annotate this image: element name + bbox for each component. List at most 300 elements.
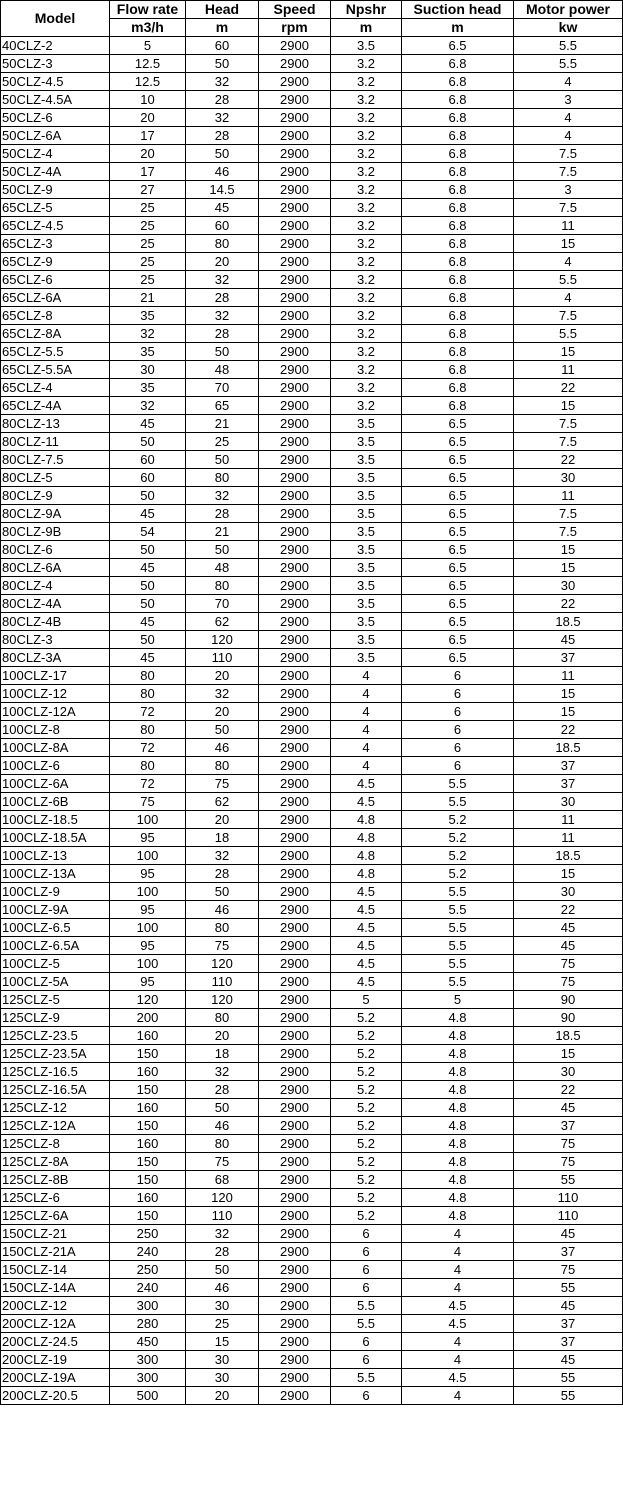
suction-head-cell: 4.5 <box>402 1315 514 1333</box>
flow-rate-cell: 32 <box>110 397 186 415</box>
head-cell: 80 <box>186 469 259 487</box>
table-row <box>1 1135 623 1153</box>
flow-rate-cell: 95 <box>110 865 186 883</box>
npshr-cell: 3.2 <box>331 271 402 289</box>
flow-rate-cell: 80 <box>110 685 186 703</box>
suction-head-cell: 4.8 <box>402 1081 514 1099</box>
npshr-cell: 5.2 <box>331 1009 402 1027</box>
table-row <box>1 415 623 433</box>
suction-head-cell: 6 <box>402 739 514 757</box>
head-cell: 30 <box>186 1369 259 1387</box>
table-row <box>1 307 623 325</box>
npshr-cell: 5.2 <box>331 1081 402 1099</box>
flow-rate-cell: 240 <box>110 1243 186 1261</box>
speed-cell: 2900 <box>259 109 331 127</box>
head-cell: 75 <box>186 775 259 793</box>
table-row <box>1 37 623 55</box>
speed-cell: 2900 <box>259 37 331 55</box>
suction-head-cell: 6.8 <box>402 181 514 199</box>
suction-head-cell: 6.8 <box>402 379 514 397</box>
speed-cell: 2900 <box>259 289 331 307</box>
head-cell: 20 <box>186 1027 259 1045</box>
suction-head-cell: 6.5 <box>402 523 514 541</box>
table-row <box>1 1081 623 1099</box>
npshr-cell: 3.5 <box>331 415 402 433</box>
table-row <box>1 163 623 181</box>
suction-head-cell: 6.5 <box>402 451 514 469</box>
model-cell: 100CLZ-12 <box>1 685 110 703</box>
speed-cell: 2900 <box>259 271 331 289</box>
model-cell: 200CLZ-19A <box>1 1369 110 1387</box>
model-cell: 100CLZ-18.5 <box>1 811 110 829</box>
model-cell: 100CLZ-8A <box>1 739 110 757</box>
speed-cell: 2900 <box>259 595 331 613</box>
motor-power-cell: 11 <box>514 829 623 847</box>
model-cell: 80CLZ-9A <box>1 505 110 523</box>
npshr-cell: 5.5 <box>331 1315 402 1333</box>
suction-head-cell: 5.5 <box>402 955 514 973</box>
table-row <box>1 379 623 397</box>
suction-head-cell: 6.5 <box>402 559 514 577</box>
flow-rate-cell: 32 <box>110 325 186 343</box>
table-row <box>1 559 623 577</box>
motor-power-cell: 37 <box>514 1117 623 1135</box>
flow-rate-cell: 25 <box>110 253 186 271</box>
motor-power-cell: 75 <box>514 1153 623 1171</box>
model-cell: 125CLZ-8B <box>1 1171 110 1189</box>
suction-head-cell: 6 <box>402 721 514 739</box>
head-cell: 50 <box>186 343 259 361</box>
flow-rate-cell: 60 <box>110 469 186 487</box>
head-cell: 46 <box>186 739 259 757</box>
npshr-cell: 5.2 <box>331 1171 402 1189</box>
motor-power-cell: 18.5 <box>514 613 623 631</box>
suction-head-cell: 4.8 <box>402 1135 514 1153</box>
table-row <box>1 703 623 721</box>
suction-head-cell: 4.5 <box>402 1369 514 1387</box>
npshr-cell: 3.2 <box>331 397 402 415</box>
speed-cell: 2900 <box>259 1045 331 1063</box>
table-row <box>1 91 623 109</box>
model-cell: 65CLZ-5.5 <box>1 343 110 361</box>
model-cell: 100CLZ-12A <box>1 703 110 721</box>
motor-power-cell: 37 <box>514 775 623 793</box>
head-cell: 18 <box>186 829 259 847</box>
flow-rate-cell: 17 <box>110 127 186 145</box>
speed-cell: 2900 <box>259 1333 331 1351</box>
table-row <box>1 1117 623 1135</box>
flow-rate-cell: 25 <box>110 235 186 253</box>
head-cell: 48 <box>186 361 259 379</box>
flow-rate-cell: 5 <box>110 37 186 55</box>
npshr-cell: 4 <box>331 703 402 721</box>
flow-rate-cell: 35 <box>110 343 186 361</box>
npshr-cell: 5 <box>331 991 402 1009</box>
suction-head-cell: 6 <box>402 757 514 775</box>
motor-power-unit: kw <box>514 19 623 37</box>
flow-rate-cell: 35 <box>110 379 186 397</box>
npshr-cell: 3.2 <box>331 343 402 361</box>
motor-power-cell: 30 <box>514 1063 623 1081</box>
head-cell: 50 <box>186 883 259 901</box>
flow-rate-cell: 300 <box>110 1351 186 1369</box>
flow-rate-cell: 150 <box>110 1171 186 1189</box>
suction-head-cell: 4.8 <box>402 1063 514 1081</box>
speed-cell: 2900 <box>259 217 331 235</box>
head-cell: 28 <box>186 91 259 109</box>
table-row <box>1 109 623 127</box>
npshr-cell: 3.2 <box>331 109 402 127</box>
motor-power-cell: 37 <box>514 757 623 775</box>
suction-head-cell: 5.5 <box>402 883 514 901</box>
model-cell: 125CLZ-8A <box>1 1153 110 1171</box>
speed-cell: 2900 <box>259 91 331 109</box>
npshr-cell: 3.5 <box>331 613 402 631</box>
flow-rate-cell: 54 <box>110 523 186 541</box>
head-cell: 50 <box>186 1099 259 1117</box>
npshr-cell: 4 <box>331 667 402 685</box>
table-row <box>1 541 623 559</box>
table-row <box>1 271 623 289</box>
model-cell: 65CLZ-8A <box>1 325 110 343</box>
table-row <box>1 883 623 901</box>
head-cell: 32 <box>186 685 259 703</box>
model-cell: 65CLZ-5 <box>1 199 110 217</box>
suction-head-cell: 4.8 <box>402 1117 514 1135</box>
model-cell: 150CLZ-14 <box>1 1261 110 1279</box>
motor-power-cell: 37 <box>514 649 623 667</box>
table-row <box>1 469 623 487</box>
suction-head-cell: 4.8 <box>402 1099 514 1117</box>
suction-head-cell: 6.8 <box>402 127 514 145</box>
speed-cell: 2900 <box>259 685 331 703</box>
flow-rate-cell: 50 <box>110 487 186 505</box>
table-row <box>1 667 623 685</box>
suction-head-cell: 4 <box>402 1243 514 1261</box>
head-cell: 80 <box>186 1135 259 1153</box>
table-row <box>1 1333 623 1351</box>
flow-rate-cell: 50 <box>110 595 186 613</box>
motor-power-cell: 3 <box>514 181 623 199</box>
model-cell: 80CLZ-4A <box>1 595 110 613</box>
suction-head-cell: 6.8 <box>402 361 514 379</box>
head-cell: 28 <box>186 1243 259 1261</box>
flow-rate-cell: 500 <box>110 1387 186 1405</box>
npshr-cell: 6 <box>331 1225 402 1243</box>
suction-head-cell: 6.5 <box>402 433 514 451</box>
speed-cell: 2900 <box>259 397 331 415</box>
motor-power-cell: 7.5 <box>514 145 623 163</box>
head-cell: 65 <box>186 397 259 415</box>
npshr-cell: 4.5 <box>331 937 402 955</box>
flow-rate-cell: 75 <box>110 793 186 811</box>
head-cell: 15 <box>186 1333 259 1351</box>
speed-cell: 2900 <box>259 829 331 847</box>
speed-cell: 2900 <box>259 469 331 487</box>
speed-cell: 2900 <box>259 1009 331 1027</box>
table-row <box>1 1369 623 1387</box>
suction-head-cell: 6.8 <box>402 145 514 163</box>
npshr-cell: 4 <box>331 739 402 757</box>
npshr-cell: 3.2 <box>331 307 402 325</box>
speed-cell: 2900 <box>259 973 331 991</box>
suction-head-column-header: Suction head <box>402 1 514 19</box>
flow-rate-cell: 25 <box>110 199 186 217</box>
head-cell: 70 <box>186 595 259 613</box>
motor-power-cell: 7.5 <box>514 505 623 523</box>
flow-rate-cell: 95 <box>110 829 186 847</box>
head-cell: 32 <box>186 487 259 505</box>
header-row-names <box>1 1 623 19</box>
suction-head-cell: 6.8 <box>402 253 514 271</box>
head-cell: 28 <box>186 325 259 343</box>
speed-cell: 2900 <box>259 433 331 451</box>
speed-cell: 2900 <box>259 757 331 775</box>
npshr-cell: 6 <box>331 1261 402 1279</box>
flow-rate-cell: 150 <box>110 1153 186 1171</box>
head-cell: 50 <box>186 541 259 559</box>
head-cell: 46 <box>186 1117 259 1135</box>
npshr-cell: 5.5 <box>331 1297 402 1315</box>
table-row <box>1 145 623 163</box>
head-cell: 120 <box>186 991 259 1009</box>
speed-cell: 2900 <box>259 793 331 811</box>
npshr-cell: 3.5 <box>331 541 402 559</box>
suction-head-cell: 6.5 <box>402 649 514 667</box>
table-row <box>1 793 623 811</box>
head-column-header: Head <box>186 1 259 19</box>
speed-cell: 2900 <box>259 253 331 271</box>
table-row <box>1 901 623 919</box>
suction-head-cell: 6 <box>402 685 514 703</box>
flow-rate-cell: 72 <box>110 775 186 793</box>
suction-head-cell: 5.5 <box>402 793 514 811</box>
npshr-cell: 6 <box>331 1243 402 1261</box>
model-cell: 100CLZ-6 <box>1 757 110 775</box>
speed-cell: 2900 <box>259 505 331 523</box>
table-row <box>1 487 623 505</box>
table-row <box>1 829 623 847</box>
npshr-column-header: Npshr <box>331 1 402 19</box>
motor-power-cell: 15 <box>514 397 623 415</box>
table-row <box>1 235 623 253</box>
head-cell: 50 <box>186 1261 259 1279</box>
motor-power-cell: 15 <box>514 685 623 703</box>
motor-power-cell: 75 <box>514 955 623 973</box>
suction-head-cell: 6.5 <box>402 37 514 55</box>
motor-power-cell: 110 <box>514 1189 623 1207</box>
motor-power-cell: 37 <box>514 1333 623 1351</box>
suction-head-cell: 5.5 <box>402 901 514 919</box>
motor-power-cell: 3 <box>514 91 623 109</box>
head-cell: 70 <box>186 379 259 397</box>
speed-cell: 2900 <box>259 199 331 217</box>
flow-rate-cell: 150 <box>110 1207 186 1225</box>
flow-rate-cell: 240 <box>110 1279 186 1297</box>
flow-rate-cell: 160 <box>110 1099 186 1117</box>
npshr-cell: 5.2 <box>331 1027 402 1045</box>
motor-power-cell: 22 <box>514 379 623 397</box>
table-row <box>1 199 623 217</box>
flow-rate-cell: 300 <box>110 1369 186 1387</box>
motor-power-cell: 30 <box>514 469 623 487</box>
table-row <box>1 55 623 73</box>
motor-power-cell: 11 <box>514 361 623 379</box>
table-row <box>1 739 623 757</box>
speed-cell: 2900 <box>259 325 331 343</box>
head-cell: 75 <box>186 1153 259 1171</box>
table-row <box>1 397 623 415</box>
motor-power-cell: 45 <box>514 1099 623 1117</box>
speed-cell: 2900 <box>259 775 331 793</box>
npshr-cell: 4.5 <box>331 793 402 811</box>
motor-power-cell: 45 <box>514 631 623 649</box>
speed-cell: 2900 <box>259 1171 331 1189</box>
flow-rate-cell: 100 <box>110 955 186 973</box>
speed-column-header: Speed <box>259 1 331 19</box>
speed-cell: 2900 <box>259 361 331 379</box>
motor-power-cell: 15 <box>514 541 623 559</box>
model-cell: 100CLZ-9A <box>1 901 110 919</box>
head-cell: 62 <box>186 613 259 631</box>
speed-cell: 2900 <box>259 523 331 541</box>
model-cell: 50CLZ-9 <box>1 181 110 199</box>
head-unit: m <box>186 19 259 37</box>
npshr-cell: 3.5 <box>331 559 402 577</box>
npshr-cell: 3.5 <box>331 451 402 469</box>
motor-power-cell: 15 <box>514 235 623 253</box>
model-cell: 200CLZ-19 <box>1 1351 110 1369</box>
npshr-cell: 3.2 <box>331 73 402 91</box>
head-cell: 20 <box>186 667 259 685</box>
npshr-cell: 3.5 <box>331 631 402 649</box>
npshr-cell: 5.5 <box>331 1369 402 1387</box>
speed-cell: 2900 <box>259 127 331 145</box>
speed-cell: 2900 <box>259 1153 331 1171</box>
motor-power-cell: 18.5 <box>514 847 623 865</box>
speed-cell: 2900 <box>259 1261 331 1279</box>
motor-power-cell: 30 <box>514 793 623 811</box>
head-cell: 32 <box>186 1063 259 1081</box>
table-row <box>1 1171 623 1189</box>
model-cell: 50CLZ-3 <box>1 55 110 73</box>
speed-cell: 2900 <box>259 73 331 91</box>
model-cell: 50CLZ-6 <box>1 109 110 127</box>
suction-head-cell: 4 <box>402 1387 514 1405</box>
head-cell: 30 <box>186 1351 259 1369</box>
suction-head-cell: 4.8 <box>402 1027 514 1045</box>
head-cell: 20 <box>186 1387 259 1405</box>
model-cell: 65CLZ-8 <box>1 307 110 325</box>
flow-rate-cell: 45 <box>110 505 186 523</box>
model-cell: 80CLZ-11 <box>1 433 110 451</box>
table-row <box>1 1261 623 1279</box>
npshr-cell: 3.2 <box>331 379 402 397</box>
speed-cell: 2900 <box>259 451 331 469</box>
npshr-cell: 3.5 <box>331 505 402 523</box>
flow-rate-cell: 100 <box>110 847 186 865</box>
npshr-unit: m <box>331 19 402 37</box>
motor-power-cell: 37 <box>514 1243 623 1261</box>
suction-head-cell: 5.2 <box>402 811 514 829</box>
flow-rate-cell: 72 <box>110 739 186 757</box>
model-cell: 100CLZ-5A <box>1 973 110 991</box>
suction-head-cell: 5.2 <box>402 847 514 865</box>
head-cell: 28 <box>186 865 259 883</box>
suction-head-cell: 6.8 <box>402 271 514 289</box>
flow-rate-cell: 100 <box>110 919 186 937</box>
speed-cell: 2900 <box>259 577 331 595</box>
model-cell: 125CLZ-12 <box>1 1099 110 1117</box>
head-cell: 110 <box>186 1207 259 1225</box>
motor-power-cell: 22 <box>514 595 623 613</box>
npshr-cell: 4.8 <box>331 811 402 829</box>
npshr-cell: 6 <box>331 1351 402 1369</box>
model-cell: 80CLZ-3A <box>1 649 110 667</box>
speed-cell: 2900 <box>259 343 331 361</box>
suction-head-cell: 6.8 <box>402 325 514 343</box>
head-cell: 120 <box>186 1189 259 1207</box>
flow-rate-cell: 100 <box>110 811 186 829</box>
model-cell: 125CLZ-9 <box>1 1009 110 1027</box>
head-cell: 32 <box>186 109 259 127</box>
flow-rate-cell: 160 <box>110 1135 186 1153</box>
npshr-cell: 4.5 <box>331 973 402 991</box>
suction-head-cell: 6.8 <box>402 343 514 361</box>
model-cell: 125CLZ-16.5A <box>1 1081 110 1099</box>
model-cell: 50CLZ-6A <box>1 127 110 145</box>
npshr-cell: 4.5 <box>331 901 402 919</box>
motor-power-cell: 55 <box>514 1279 623 1297</box>
suction-head-cell: 6.8 <box>402 235 514 253</box>
flow-rate-cell: 150 <box>110 1045 186 1063</box>
head-cell: 80 <box>186 757 259 775</box>
speed-cell: 2900 <box>259 1027 331 1045</box>
flow-rate-cell: 25 <box>110 271 186 289</box>
table-row <box>1 1099 623 1117</box>
suction-head-cell: 5.2 <box>402 865 514 883</box>
model-cell: 100CLZ-6A <box>1 775 110 793</box>
motor-power-cell: 5.5 <box>514 271 623 289</box>
suction-head-cell: 4.8 <box>402 1171 514 1189</box>
head-cell: 46 <box>186 901 259 919</box>
head-cell: 120 <box>186 631 259 649</box>
table-row <box>1 1351 623 1369</box>
head-cell: 120 <box>186 955 259 973</box>
motor-power-cell: 4 <box>514 109 623 127</box>
npshr-cell: 3.5 <box>331 433 402 451</box>
flow-rate-cell: 30 <box>110 361 186 379</box>
head-cell: 110 <box>186 973 259 991</box>
motor-power-cell: 4 <box>514 127 623 145</box>
table-row <box>1 505 623 523</box>
table-row <box>1 649 623 667</box>
table-row <box>1 433 623 451</box>
head-cell: 46 <box>186 1279 259 1297</box>
table-row <box>1 577 623 595</box>
suction-head-cell: 6.5 <box>402 469 514 487</box>
motor-power-cell: 15 <box>514 865 623 883</box>
motor-power-cell: 22 <box>514 451 623 469</box>
npshr-cell: 3.5 <box>331 595 402 613</box>
speed-cell: 2900 <box>259 937 331 955</box>
suction-head-cell: 6.5 <box>402 415 514 433</box>
npshr-cell: 6 <box>331 1279 402 1297</box>
table-body <box>1 37 623 1405</box>
motor-power-cell: 11 <box>514 217 623 235</box>
table-row <box>1 1243 623 1261</box>
suction-head-cell: 5.5 <box>402 919 514 937</box>
